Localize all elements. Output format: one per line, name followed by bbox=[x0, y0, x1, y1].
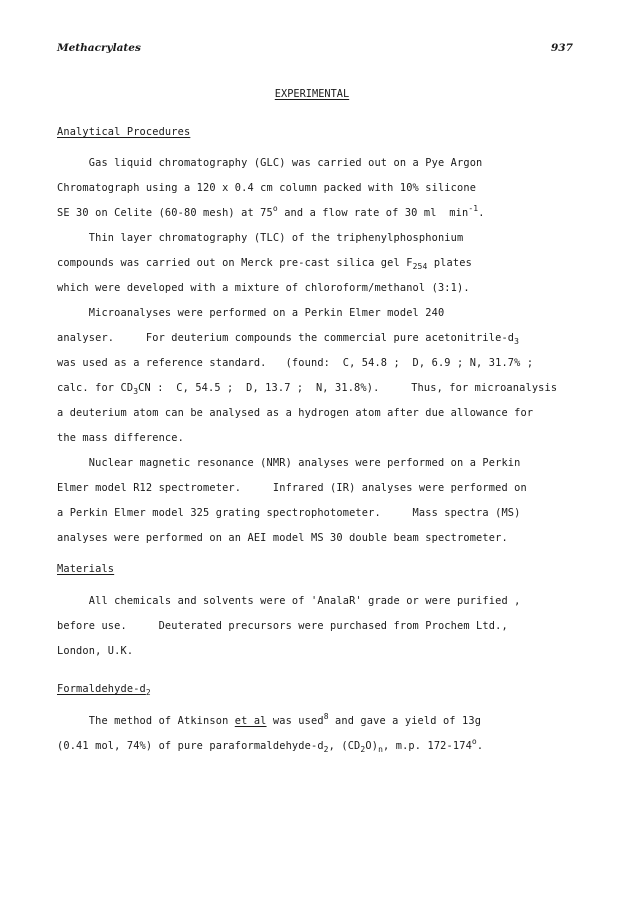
cd3-sub: 3 bbox=[133, 387, 139, 396]
formaldehyde-line-1-b: was used bbox=[266, 715, 324, 727]
formaldehyde-line-1 bbox=[57, 712, 482, 727]
nmr-line-3: a Perkin Elmer model 325 grating spectrophotometer. Mass spectra (MS) bbox=[57, 507, 521, 519]
tlc-line-2-b: plates bbox=[427, 257, 472, 269]
tlc-line-3: which were developed with a mixture of chloroform/methanol (3:1). bbox=[57, 282, 470, 294]
micro-line-5: a deuterium atom can be analysed as a hydrogen atom after due allowance for bbox=[57, 407, 534, 419]
analytical-heading bbox=[57, 126, 190, 138]
formaldehyde-line-2-e: . bbox=[476, 740, 484, 752]
formaldehyde-line-1-a: The method of Atkinson bbox=[57, 715, 235, 727]
micro-line-6: the mass difference. bbox=[57, 432, 184, 444]
d2-sub: 2 bbox=[145, 688, 151, 697]
formaldehyde-heading-text bbox=[57, 683, 151, 695]
materials-line-2: before use. Deuterated precursors were purchased from Prochem Ltd., bbox=[57, 620, 508, 632]
glc-line-3-c: . bbox=[478, 207, 485, 219]
glc-line-3-a: SE 30 on Celite (60-80 mesh) at 75 bbox=[57, 207, 273, 219]
formaldehyde-line-2-a: (0.41 mol, 74%) of pure paraformaldehyde-d bbox=[57, 740, 324, 752]
micro-line-2-a: analyser. For deuterium compounds the commercial pure acetonitrile-d bbox=[57, 332, 515, 344]
materials-heading-text: Materials bbox=[57, 563, 115, 575]
formaldehyde-line-1-c: and gave a yield of 13g bbox=[328, 715, 482, 727]
micro-line-4-a: calc. for CD bbox=[57, 382, 134, 394]
cd2-sub: 2 bbox=[360, 745, 366, 754]
materials-line-3: London, U.K. bbox=[57, 645, 134, 657]
tlc-line-2 bbox=[57, 257, 472, 269]
micro-line-4-b: CN : C, 54.5 ; D, 13.7 ; N, 31.8%). Thus, for microanalysis bbox=[138, 382, 558, 394]
paraformaldehyde-d2-sub: 2 bbox=[323, 745, 329, 754]
degree-sup: o bbox=[272, 204, 278, 213]
et-al: et al bbox=[234, 715, 267, 727]
glc-line-3 bbox=[57, 204, 485, 219]
micro-line-4 bbox=[57, 382, 557, 394]
n-sub: n bbox=[378, 745, 384, 754]
glc-line-1: Gas liquid chromatography (GLC) was carried out on a Pye Argon bbox=[57, 157, 483, 169]
formaldehyde-heading bbox=[57, 683, 151, 695]
running-title: Methacrylates bbox=[57, 42, 141, 54]
materials-line-1: All chemicals and solvents were of 'AnalaR' grade or were purified , bbox=[57, 595, 521, 607]
mp-degree-sup: o bbox=[471, 737, 477, 746]
tlc-line-2-a: compounds was carried out on Merck pre-cast silica gel F bbox=[57, 257, 413, 269]
nmr-line-1: Nuclear magnetic resonance (NMR) analyses were performed on a Perkin bbox=[57, 457, 521, 469]
analytical-heading-text: Analytical Procedures bbox=[57, 126, 191, 138]
nmr-line-2: Elmer model R12 spectrometer. Infrared (IR) analyses were performed on bbox=[57, 482, 527, 494]
formaldehyde-line-2-b: , (CD bbox=[328, 740, 361, 752]
inverse-unit-sup: -1 bbox=[468, 204, 479, 213]
nmr-line-4: analyses were performed on an AEI model MS 30 double beam spectrometer. bbox=[57, 532, 508, 544]
section-title bbox=[0, 88, 624, 100]
formaldehyde-line-2 bbox=[57, 737, 484, 754]
glc-line-3-b: and a flow rate of 30 ml min bbox=[277, 207, 469, 219]
micro-line-1: Microanalyses were performed on a Perkin Elmer model 240 bbox=[57, 307, 445, 319]
tlc-line-1: Thin layer chromatography (TLC) of the triphenylphosphonium bbox=[57, 232, 464, 244]
glc-line-2: Chromatograph using a 120 x 0.4 cm column packed with 10% silicone bbox=[57, 182, 477, 194]
reference-sup: 8 bbox=[323, 712, 329, 721]
formaldehyde-line-2-d: , m.p. 172-174 bbox=[383, 740, 472, 752]
page-number: 937 bbox=[551, 42, 573, 54]
f254-sub: 254 bbox=[412, 262, 428, 271]
section-title-text: EXPERIMENTAL bbox=[274, 88, 350, 100]
micro-line-3: was used as a reference standard. (found: C, 54.8 ; D, 6.9 ; N, 31.7% ; bbox=[57, 357, 534, 369]
d3-sub: 3 bbox=[514, 337, 520, 346]
micro-line-2 bbox=[57, 332, 519, 344]
materials-heading bbox=[57, 563, 114, 575]
formaldehyde-line-2-c: O) bbox=[365, 740, 379, 752]
formaldehyde-heading-a: Formaldehyde-d bbox=[57, 683, 146, 695]
